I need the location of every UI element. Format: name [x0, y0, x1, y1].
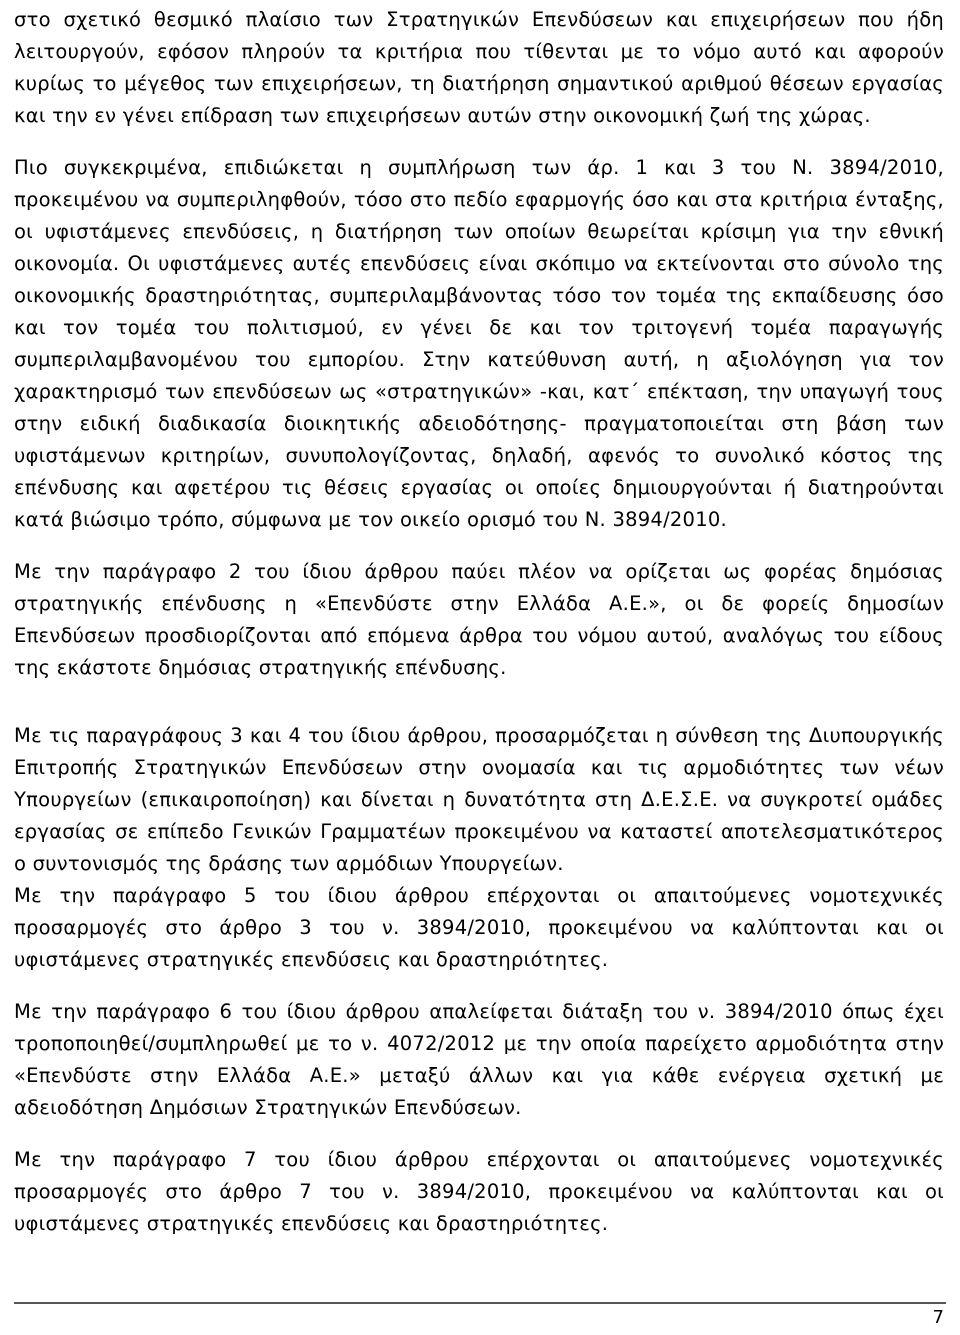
paragraph-5: Με την παράγραφο 5 του ίδιου άρθρου επέρχονται οι απαιτούμενες νομοτεχνικές προσαρμογές στο άρθρο 3 του ν. 3894/2010, προκειμένου να καλύπτονται και οι υφιστάμενες στρατηγικές επενδύσεις και δραστηριότητες. [14, 884, 944, 971]
paragraph-specifically: Πιο συγκεκριμένα, επιδιώκεται η συμπλήρωση των άρ. 1 και 3 του Ν. 3894/2010, προκειμένου να συμπεριληφθούν, τόσο στο πεδίο εφαρμογής όσο και στα κριτήρια ένταξης, οι υφιστάμενες επενδύσεις, η διατήρηση των οποίων θεωρείται κρίσιμη για την εθνική οικονομία. Οι υφιστάμενες αυτές επενδύσεις είναι σκόπιμο να εκτείνονται στο σύνολο της οικονομικής δραστηριότητας, συμπεριλαμβάνοντας τόσο τον τομέα της εκπαίδευσης όσο και τον τομέα του πολιτισμού, εν γένει δε και τον τριτογενή τομέα παραγωγής συμπεριλαμβανομένου του εμπορίου. Στην κατεύθυνση αυτή, η αξιολόγηση για τον χαρακτηρισμό των επενδύσεων ως «στρατηγικών» -και, κατ΄ επέκταση, την υπαγωγή τους στην ειδική διαδικασία διοικητικής αδειοδότησης- πραγματοποιείται στη βάση των υφιστάμενων κριτηρίων, συνυπολογίζοντας, δηλαδή, αφενός το συνολικό κόστος της επένδυσης και αφετέρου τις θέσεις εργασίας οι οποίες δημιουργούνται ή διατηρούνται κατά βιώσιμο τρόπο, σύμφωνα με τον οικείο ορισμό του Ν. 3894/2010. [14, 156, 944, 531]
paragraph-6: Με την παράγραφο 6 του ίδιου άρθρου απαλείφεται διάταξη του ν. 3894/2010 όπως έχει τροποποιηθεί/συμπληρωθεί με το ν. 4072/2012 με την οποία παρείχετο αρμοδιότητα στην «Επενδύστε στην Ελλάδα Α.Ε.» μεταξύ άλλων και για κάθε ενέργεια σχετική με αδειοδότηση Δημόσιων Στρατηγικών Επενδύσεων. [14, 1000, 944, 1119]
page-number: 7 [932, 1307, 944, 1328]
footer-divider [14, 1302, 946, 1304]
document-body [14, 4, 944, 1240]
paragraph-2: Με την παράγραφο 2 του ίδιου άρθρου παύει πλέον να ορίζεται ως φορέας δημόσιας στρατηγικής επένδυσης η «Επενδύστε στην Ελλάδα Α.Ε.», οι δε φορείς δημοσίων Επενδύσεων προσδιορίζονται από επόμενα άρθρα του νόμου αυτού, αναλόγως του είδους της εκάστοτε δημόσιας στρατηγικής επένδυσης. [14, 560, 944, 679]
paragraph-continuation: στο σχετικό θεσμικό πλαίσιο των Στρατηγικών Επενδύσεων και επιχειρήσεων που ήδη λειτουργούν, εφόσον πληρούν τα κριτήρια που τίθενται με το νόμο αυτό και αφορούν κυρίως το μέγεθος των επιχειρήσεων, τη διατήρηση σημαντικού αριθμού θέσεων εργασίας και την εν γένει επίδραση των επιχειρήσεων αυτών στην οικονομική ζωή της χώρας. [14, 8, 944, 127]
paragraph-3-4: Με τις παραγράφους 3 και 4 του ίδιου άρθρου, προσαρμόζεται η σύνθεση της Διυπουργικής Επιτροπής Στρατηγικών Επενδύσεων στην ονομασία και τις αρμοδιότητες των νέων Υπουργείων (επικαιροποίηση) και δίνεται η δυνατότητα στη Δ.Ε.Σ.Ε. να συγκροτεί ομάδες εργασίας σε επίπεδο Γενικών Γραμματέων προκειμένου να καταστεί αποτελεσματικότερος ο συντονισμός της δράσης των αρμόδιων Υπουργείων. [14, 724, 944, 875]
paragraph-7: Με την παράγραφο 7 του ίδιου άρθρου επέρχονται οι απαιτούμενες νομοτεχνικές προσαρμογές στο άρθρο 7 του ν. 3894/2010, προκειμένου να καλύπτονται και οι υφιστάμενες στρατηγικές επενδύσεις και δραστηριότητες. [14, 1148, 944, 1235]
